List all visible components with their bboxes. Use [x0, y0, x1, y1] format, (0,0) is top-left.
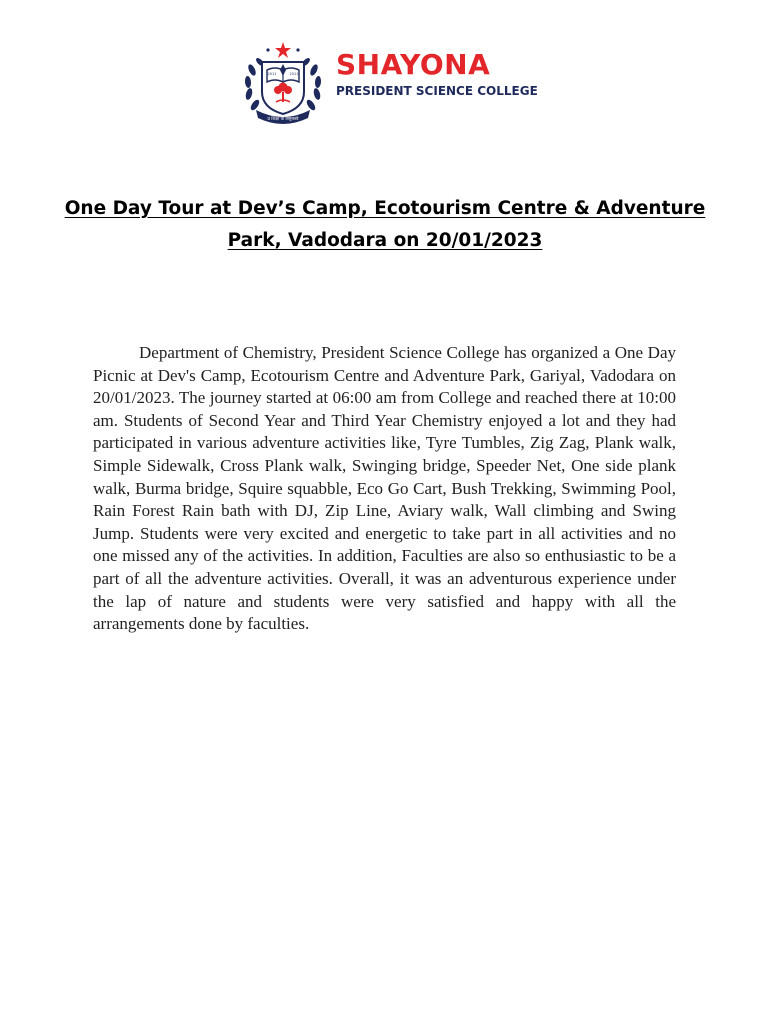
- emblem-motto: प्र शिक्षा या विमुक्तये: [267, 116, 299, 121]
- document-body: Department of Chemistry, President Science College has organized a One Day Picnic at Dev's Camp, Ecotourism Centre and Adventure Park, Gariyal, Vadodara on 20/01/2023. The journey started at 06:00 am from College and reached there at 10:00 am. Students of Second Year and Third Year Chemistry enjoyed a lot and they had participated in various adventure activities like, Tyre Tumbles, Zig Zag, Plank walk, Simple Sidewalk, Cross Plank walk, Swinging bridge, Speeder Net, One side plank walk, Burma bridge, Squire squabble, Eco Go Cart, Bush Trekking, Swimming Pool, Rain Forest Rain bath with DJ, Zip Line, Aviary walk, Wall climbing and Swing Jump. Students were very excited and energetic to take part in all activities and no one missed any of the activities. In addition, Faculties are also so enthusiastic to be a part of all the adventure activities. Overall, it was an adventurous experience under the lap of nature and students were very satisfied and happy with all the arrangements done by faculties.: [93, 343, 676, 634]
- document-title: One Day Tour at Dev’s Camp, Ecotourism Centre & Adventure Park, Vadodara on 20/01/2023: [64, 198, 706, 251]
- college-emblem-icon: [238, 40, 328, 126]
- brand-name: SHAYONA: [336, 48, 491, 81]
- college-logo: [238, 40, 538, 126]
- brand-subtitle: PRESIDENT SCIENCE COLLEGE: [336, 84, 538, 98]
- emblem-year-left: 2011: [267, 72, 277, 76]
- emblem-year-right: 2011: [289, 72, 299, 76]
